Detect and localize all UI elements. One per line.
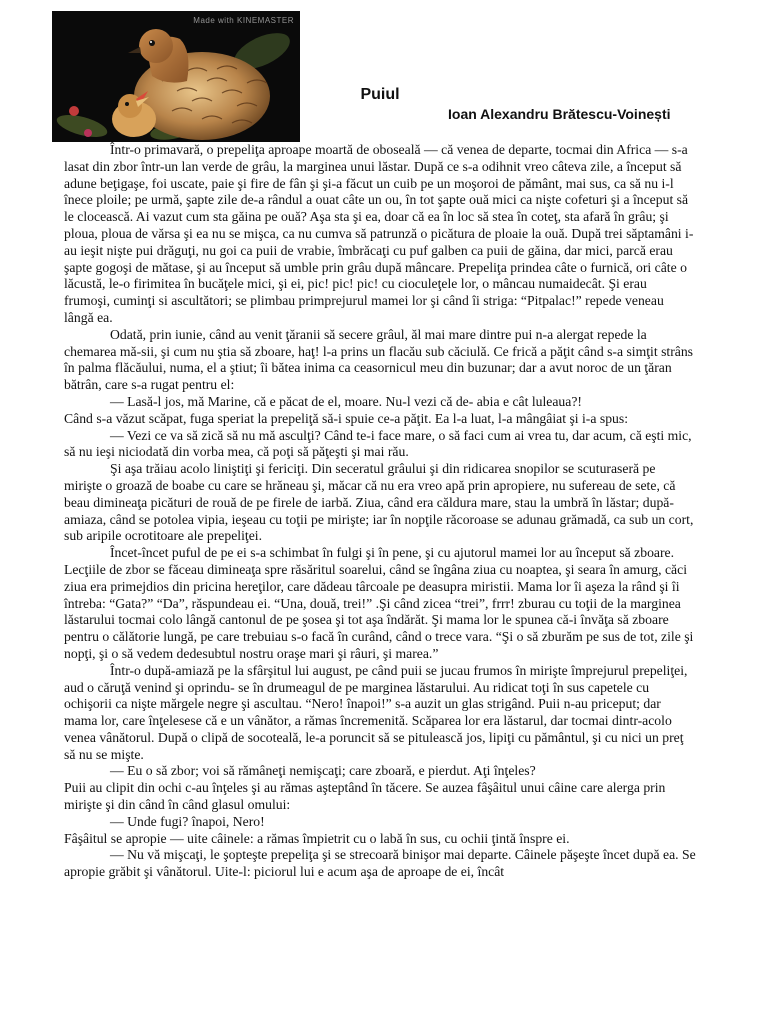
story-paragraph: — Vezi ce va să zică să nu mă asculţi? Când te-i face mare, o să faci cum ai vrea tu, dar acum, că eşti mic, să nu ieşi niciodată din vorba mea, că poţi să păţeşti şi mai rău.: [64, 427, 692, 460]
story-paragraph: — Nu vă mişcaţi, le şopteşte prepeliţa şi se strecoară binişor mai departe. Câinele păşeşte încet după ea. Se apropie grăbit şi vânătorul. Uite-l: piciorul lui e acum aşa de aproape de ei, încât: [64, 847, 696, 880]
story-paragraph: — Lasă-l jos, mă Marine, că e păcat de el, moare. Nu-l vezi că de- abia e cât luleaua?!: [110, 393, 582, 409]
story-paragraph: Fâşâitul se apropie — uite câinele: a rămas împietrit cu o labă în sus, cu ochii ţintă înspre ei.: [64, 830, 570, 846]
story-body: [64, 142, 696, 881]
story-illustration: [52, 11, 300, 142]
video-watermark: Made with KINEMASTER: [193, 16, 294, 25]
story-paragraph: Într-o după-amiază pe la sfârşitul lui august, pe când puii se jucau frumos în mirişte împrejurul prepeliţei, aud o căruţă venind şi oprindu- se în drumeagul de pe marginea lăstarului. Au ridicat toţi în sus capetele cu ochişorii ca nişte mărgele negre şi ascultau. “Nero! înapoi!” s-a auzit un glas strigând. Puii n-au priceput; dar mama lor, care înţelesese că e un vânător, a rămas încremenită. Scăparea lor era lăstarul, dar tocmai dintr-acolo venea vânătorul. După o clipă de socoteală, le-a poruncit să se pitulească jos, lipiţi cu pământul, şi cu nici un preţ să nu se mişte.: [64, 662, 688, 762]
story-paragraph: Şi aşa trăiau acolo liniştiţi şi fericiţi. Din seceratul grâului şi din ridicarea snopilor se scuturaseră pe mirişte o groază de boabe cu care se hrăneau şi, măcar că nu era vreo apă prin apropiere, nu sufereau de sete, că beau dimineaţa picături de rouă de pe firele de iarbă. Ziua, când era căldura mare, stau la umbră în lăstar; după-amiaza, când se potolea vipia, ieşeau cu toţii pe mirişte; iar în nopţile răcoroase se adunau grămadă, ca sub un cort, sub aripile ocrotitoare ale prepeliţei.: [64, 461, 694, 544]
story-paragraph: Când s-a văzut scăpat, fuga speriat la prepeliţă să-i spuie ce-a păţit. Ea l-a luat, l-a mângâiat şi i-a spus:: [64, 410, 629, 426]
story-paragraph: Într-o primavară, o prepeliţa aproape moartă de oboseală — că venea de departe, tocmai din Africa — s-a lasat din zbor într-un lan verde de grâu, la marginea unui lăstar. După ce s-a odihnit vreo câteva zile, a început să adune beţigaşe, foi uscate, paie şi fire de fân şi şi-a făcut un cuib pe un moşoroi de pământ, mai sus, ca să nu i-l înece ploile; pe urmă, şapte zile de-a rândul a ouat câte un ou, în tot şapte ouă mici ca nişte cofeturi şi a început să le clocească. Ai vazut cum sta găina pe ouă? Aşa sta şi ea, doar că ea în loc să stea în coteţ, sta afară în grâu; şi ploua, ploua de vărsa şi ea nu se mişca, ca nu cumva să patrunză o picătura de ploaie la ouă. După trei săptamâni i-au ieşit nişte pui drăguţi, nu goi ca puii de vrabie, îmbrăcaţi cu puf galben ca puii de găina, dar mici, parcă erau şapte gogoşi de mătase, şi au început să umble prin grâu după mâncare. Prepeliţa prindea câte o furnică, ori câte o lăcustă, le-o firimitea în bucăţele mici, şi ei, pic! pic! pic! cu cioculeţele lor, o mâncau numaidecât. Şi erau frumoşi, cuminţi si ascultători; se plimbau primprejurul mamei lor şi când îi striga: “Pitpalac!” repede veneau lângă ea.: [64, 142, 694, 325]
story-paragraph: Odată, prin iunie, când au venit ţăranii să secere grâul, ăl mai mare dintre pui n-a alergat repede la chemarea mă-sii, şi cum nu ştia să zboare, haţ! l-a prins un flacău sub căciulă. Ce frică a păţit când s-a simţit strâns în palma flăcăului, numa, el a ştiut; îi bătea inima ca ceasornicul meu din buzunar; dar a avut noroc de un ţăran bătrân, care s-a rugat pentru el:: [64, 326, 694, 393]
story-paragraph: Puii au clipit din ochi c-au înţeles şi au rămas aşteptând în tăcere. Se auzea fâşâitul unui câine care alerga prin mirişte şi din când în când glasul omului:: [64, 780, 666, 813]
story-title: Puiul: [360, 86, 400, 103]
story-paragraph: — Eu o să zbor; voi să rămâneţi nemişcaţi; care zboară, e pierdut. Aţi înţeles?: [110, 763, 536, 779]
story-paragraph: — Unde fugi? înapoi, Nero!: [110, 813, 265, 829]
story-author: Ioan Alexandru Brătescu-Voinești: [448, 106, 671, 122]
bird-illustration: [52, 11, 300, 142]
story-paragraph: Încet-încet puful de pe ei s-a schimbat în fulgi şi în pene, şi cu ajutorul mamei lor au început să zboare. Lecţiile de zbor se făceau dimineaţa spre răsăritul soarelui, când se îngâna ziua cu noaptea, şi seara în amurg, căci ziua era primejdios din pricina hereţilor, care dădeau târcoale pe deasupra miristii. Mama lor îi aşeza la rând şi îi întreba: “Gata?” “Da”, răspundeau ei. “Una, două, trei!” .Şi când zicea “trei”, frrr! zburau cu toţii de la marginea lăstarului tocmai colo lângă cantonul de pe şosea şi tot aşa îndărăt. Şi mama lor le spunea că-i învăţa să zboare pentru o călătorie lungă, pe care trebuiau s-o facă în curând, când o trece vara. “Şi o să zburăm pe sus de tot, zile şi nopţi, şi o să vedem dedesubtul nostru oraşe mari şi râuri, şi marea.”: [64, 545, 694, 661]
